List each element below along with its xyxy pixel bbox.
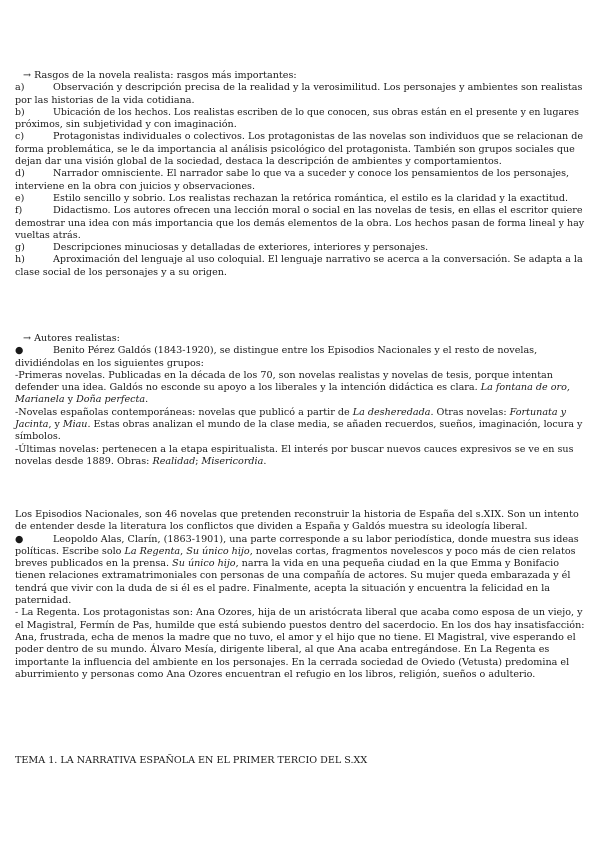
work-title: Doña perfecta: [76, 394, 146, 406]
regenta-line: poder dentro de su mundo. Álvaro Mesía, dirigente liberal, al que Ana acaba entregándose. En La Regenta es: [15, 644, 550, 656]
work-title: Miau: [62, 419, 88, 431]
rasgo-text: Aproximación del lenguaje al uso coloquial. El lenguaje narrativo se acerca a la conversación. Se adapta a la: [53, 254, 583, 266]
rasgo-text: Narrador omnisciente. El narrador sabe lo que va a suceder y conoce los pensamientos de los personajes,: [53, 168, 570, 180]
clarin-line-4: tienen relaciones extramatrimoniales con personas de una compañía de actores. Su mujer queda embarazada y él: [15, 570, 571, 582]
autores-heading-line: [15, 333, 585, 345]
rasgo-text: Protagonistas individuales o colectivos. Los protagonistas de las novelas son individuos que se relacionan de: [53, 131, 584, 143]
rasgo-text: Ubicación de los hechos. Los realistas escriben de lo que conocen, sus obras están en el presente y en lugares: [53, 106, 579, 118]
rasgo-text-cont: vueltas atrás.: [15, 229, 81, 241]
galdos-item: [15, 345, 585, 357]
rasgo-label: g): [15, 242, 25, 254]
work-title: La desheredada: [352, 406, 431, 418]
contemporaneas-line-2: Jacinta, y Miau. Estas obras analizan el mundo de la clase media, se añaden recuerdos, sueños, imaginación, locura y: [15, 419, 583, 431]
rasgo-text: Descripciones minuciosas y detalladas de exteriores, interiores y personajes.: [53, 242, 429, 254]
rasgo-text-cont: próximos, sin subjetividad y con imaginación.: [15, 119, 237, 131]
work-title: Fortunata y: [509, 406, 567, 418]
work-title: La Regenta: [124, 545, 181, 557]
rasgo-label: f): [15, 205, 23, 217]
tema-heading: TEMA 1. LA NARRATIVA ESPAÑOLA EN EL PRIMER TERCIO DEL S.XX: [15, 755, 368, 766]
bullet-icon: ●: [15, 533, 24, 545]
rasgo-text-cont: clase social de los personajes y a su origen.: [15, 266, 227, 278]
arrow-icon: →: [23, 333, 32, 344]
work-title: Su único hijo: [186, 545, 250, 557]
primeras-line-2: defender una idea. Galdós no esconde su apoyo a los liberales y la intención didáctica es clara. La fontana de oro,: [15, 382, 570, 394]
rasgo-item: [15, 205, 585, 217]
rasgo-label: b): [15, 106, 25, 118]
regenta-line: Ana, frustrada, echa de menos la madre que no tuvo, el amor y el hijo que no tiene. El Magistral, vive esperando el: [15, 631, 576, 643]
rasgo-text-cont: dejan dar una visión global de la sociedad, destaca la descripción de ambientes y comportamientos.: [15, 156, 502, 168]
rasgo-label: d): [15, 168, 25, 180]
rasgo-text-cont: interviene en la obra con juicios y observaciones.: [15, 180, 256, 192]
rasgo-label: h): [15, 254, 25, 266]
autores-heading: Autores realistas:: [34, 333, 120, 344]
work-title: Misericordia: [201, 455, 264, 467]
rasgo-label: c): [15, 131, 25, 143]
rasgo-item: [15, 131, 585, 143]
rasgos-list: [15, 82, 585, 279]
ultimas-line-2: novelas desde 1889. Obras: Realidad; Misericordia.: [15, 455, 267, 467]
rasgo-text-cont: forma problemática, se le da importancia al análisis psicológico del protagonista. También son grupos sociales que: [15, 143, 575, 155]
work-title: Marianela: [15, 394, 65, 406]
clarin-line-2: políticas. Escribe solo La Regenta, Su único hijo, novelas cortas, fragmentos novelescos y poco más de cien relatos: [15, 545, 576, 557]
primeras-line-1: -Primeras novelas. Publicadas en la década de los 70, son novelas realistas y novelas de tesis, porque intentan: [15, 369, 553, 381]
rasgo-item: [15, 107, 585, 119]
rasgos-heading-line: [15, 70, 585, 82]
clarin-line-6: paternidad.: [15, 595, 72, 607]
rasgo-label: e): [15, 192, 25, 204]
autores-section: [15, 333, 585, 468]
rasgo-item: [15, 242, 585, 254]
episodios-section: [15, 509, 585, 681]
rasgo-text: Estilo sencillo y sobrio. Los realistas rechazan la retórica romántica, el estilo es la claridad y la exactitud.: [53, 192, 569, 204]
rasgo-item: [15, 168, 585, 180]
work-title: Realidad: [152, 455, 196, 467]
arrow-icon: →: [23, 70, 32, 81]
rasgo-item: [15, 193, 585, 205]
rasgo-text-cont: por las historias de la vida cotidiana.: [15, 94, 195, 106]
work-title: Jacinta: [15, 419, 49, 431]
regenta-line: aburrimiento y personas como Ana Ozores encuentran el refugio en los libros, religión, sueños o adulterio.: [15, 668, 536, 680]
galdos-intro-cont: dividiéndolas en los siguientes grupos:: [15, 357, 204, 369]
work-title: La fontana de oro,: [480, 382, 570, 394]
rasgo-text: Didactismo. Los autores ofrecen una lección moral o social en las novelas de tesis, en ellas el escritor quiere: [53, 205, 583, 217]
clarin-line-3: breves publicados en la prensa. Su único hijo, narra la vida en una pequeña ciudad en la que Emma y Bonifacio: [15, 558, 560, 570]
galdos-intro: Benito Pérez Galdós (1843-1920), se distingue entre los Episodios Nacionales y el resto de novelas,: [53, 345, 538, 357]
episodios-line-1: Los Episodios Nacionales, son 46 novelas que pretenden reconstruir la historia de España del s.XIX. Son un intento: [15, 509, 579, 520]
primeras-line-3: Marianela y Doña perfecta.: [15, 394, 149, 406]
rasgo-label: a): [15, 82, 25, 94]
work-title: Su único hijo: [172, 558, 236, 570]
contemporaneas-line-3: símbolos.: [15, 431, 61, 443]
regenta-line: el Magistral, Fermín de Pas, humilde que está subiendo puestos dentro del sacerdocio. En los dos hay insatisfacción:: [15, 619, 585, 631]
bullet-icon: ●: [15, 345, 24, 357]
regenta-paragraph: [15, 607, 585, 681]
regenta-line: - La Regenta. Los protagonistas son: Ana Ozores, hija de un aristócrata liberal que acaba como esposa de un viejo, y: [15, 607, 583, 619]
clarin-line-1: Leopoldo Alas, Clarín, (1863-1901), una parte corresponde a su labor periodística, donde muestra sus ideas: [53, 533, 579, 545]
clarin-item: [15, 534, 585, 546]
ultimas-line-1: -Últimas novelas: pertenecen a la etapa espiritualista. El interés por buscar nuevos cauces expresivos se ve en sus: [15, 443, 574, 455]
rasgos-section: [15, 70, 585, 279]
clarin-line-5: tendrá que vivir con la duda de si él es el padre. Finalmente, acepta la situación y encuentra la felicidad en la: [15, 582, 551, 594]
rasgo-text-cont: demostrar una idea con más importancia que los demás elementos de la obra. Los hechos pasan de forma lineal y hay: [15, 217, 585, 229]
contemporaneas-line-1: -Novelas españolas contemporáneas: novelas que publicó a partir de La desheredada. Otras novelas: Fortunata y: [15, 406, 567, 418]
rasgo-text: Observación y descripción precisa de la realidad y la verosimilitud. Los personajes y ambientes son realistas: [53, 82, 583, 94]
episodios-line-2: de entender desde la literatura los conflictos que dividen a España y Galdós muestra su ideología liberal.: [15, 521, 528, 533]
rasgo-item: [15, 82, 585, 94]
rasgos-heading: Rasgos de la novela realista: rasgos más importantes:: [34, 70, 297, 81]
tema-section: [15, 755, 585, 767]
rasgo-item: [15, 254, 585, 266]
regenta-line: importante la influencia del ambiente en los personajes. En la cerrada sociedad de Oviedo (Vetusta) predomina el: [15, 656, 570, 668]
